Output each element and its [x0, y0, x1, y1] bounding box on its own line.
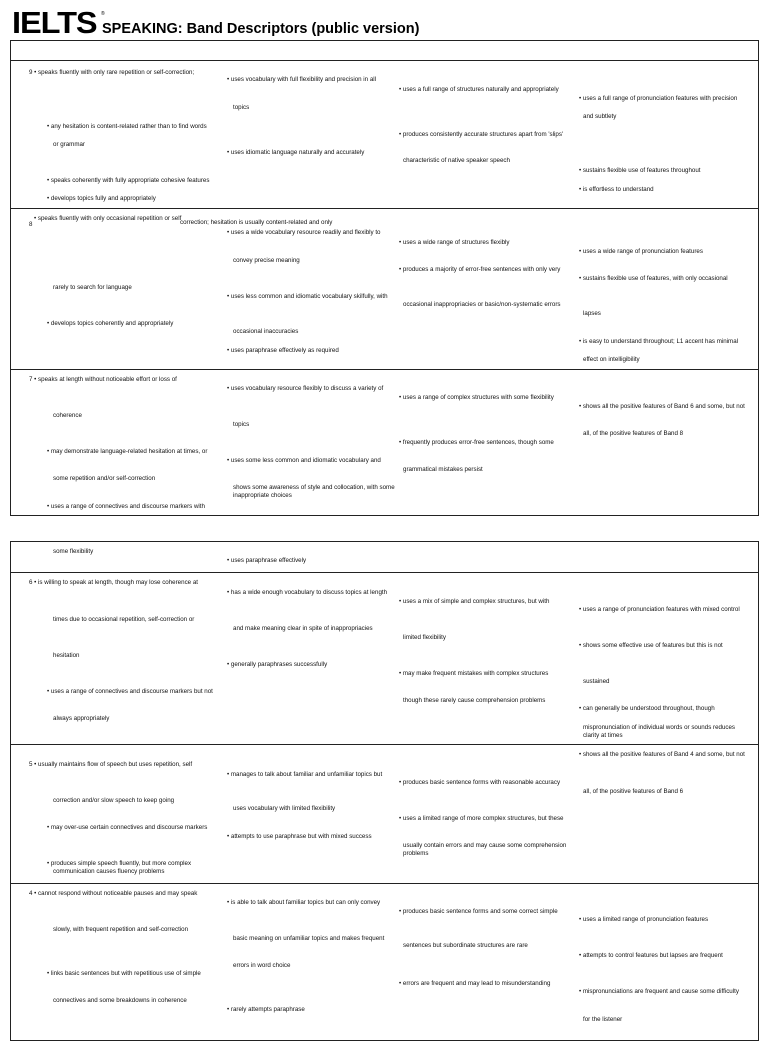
band-6-grammar-line: though these rarely cause comprehension problems: [403, 697, 546, 704]
band-9-pronunciation-line: and subtlety: [583, 113, 617, 120]
band-6-pronunciation-line: • uses a range of pronunciation features with mixed control: [579, 606, 740, 613]
band-5-grammar-line: • uses a limited range of more complex structures, but these: [399, 815, 564, 822]
ielts-logo: IELTS: [12, 5, 97, 40]
band-4-lexical-line: basic meaning on unfamiliar topics and makes frequent: [233, 935, 385, 942]
band-7-continued-row: [11, 542, 758, 572]
band-7-pronunciation-line: • shows all the positive features of Band 6 and some, but not: [579, 403, 745, 410]
band-9-pronunciation-line: • sustains flexible use of features throughout: [579, 167, 701, 174]
band-6-row: [11, 572, 758, 745]
band-4-pronunciation-line: • mispronunciations are frequent and cause some difficulty: [579, 988, 739, 995]
band-9-lexical-line: • uses idiomatic language naturally and accurately: [227, 149, 365, 156]
band-8-pronunciation-line: • sustains flexible use of features, with only occasional: [579, 275, 728, 282]
band-7-fluency-line: 7 • speaks at length without noticeable effort or loss of: [29, 376, 177, 383]
band-6-grammar-line: • may make frequent mistakes with complex structures: [399, 670, 549, 677]
band-8-grammar-line: • produces a majority of error-free sentences with only very: [399, 266, 561, 273]
band-6-pronunciation-line: mispronunciation of individual words or sounds reduces: [583, 724, 736, 731]
band-7-grammar-line: grammatical mistakes persist: [403, 466, 483, 473]
band-5-lexical-line: uses vocabulary with limited flexibility: [233, 805, 336, 812]
band-6-pronunciation-line: sustained: [583, 678, 610, 685]
band-6-grammar-line: limited flexibility: [403, 634, 446, 641]
band-8-lexical-line: convey precise meaning: [233, 257, 300, 264]
band-8-pronunciation-line: • uses a wide range of pronunciation features: [579, 248, 703, 255]
band-8-fluency-line: • develops topics coherently and appropriately: [47, 320, 174, 327]
band-8-lexical-line: • uses paraphrase effectively as required: [227, 347, 339, 354]
band-4-fluency-line: connectives and some breakdowns in coherence: [53, 997, 187, 1004]
band-8-pronunciation-line: • is easy to understand throughout; L1 accent has minimal: [579, 338, 739, 345]
band-4-pronunciation-line: • attempts to control features but lapses are frequent: [579, 952, 723, 959]
band-7-lexical-line: • uses some less common and idiomatic vocabulary and: [227, 457, 381, 464]
band-9-fluency-line: 9 • speaks fluently with only rare repetition or self-correction;: [29, 69, 195, 76]
band-8-grammar-line: occasional inappropriacies or basic/non-systematic errors: [403, 301, 561, 308]
band-9-pronunciation-line: • uses a full range of pronunciation features with precision: [579, 95, 738, 102]
band-4-grammar-line: • produces basic sentence forms and some correct simple: [399, 908, 558, 915]
band-5-grammar-line: problems: [403, 850, 429, 857]
band-6-lexical-line: • has a wide enough vocabulary to discuss topics at length: [227, 589, 388, 596]
band-7-grammar-line: • uses a range of complex structures with some flexibility: [399, 394, 554, 401]
band-4-lexical-line: • is able to talk about familiar topics but can only convey: [227, 899, 381, 906]
band-7-pronunciation-line: all, of the positive features of Band 8: [583, 430, 684, 437]
band-7-fluency-line: some repetition and/or self-correction: [53, 475, 156, 482]
band-4-pronunciation-line: • uses a limited range of pronunciation features: [579, 916, 709, 923]
band-8-row: [11, 208, 758, 370]
band-4-grammar-line: • errors are frequent and may lead to misunderstanding: [399, 980, 551, 987]
band-5-fluency-line: 5 • usually maintains flow of speech but uses repetition, self: [29, 761, 193, 768]
table-header-row: [11, 41, 758, 60]
band-6-pronunciation-line: • can generally be understood throughout, though: [579, 705, 715, 712]
descriptor-table-bottom: [10, 541, 759, 1041]
band-7-fluency-line: some flexibility: [53, 548, 94, 555]
band-8-pronunciation-line: lapses: [583, 310, 601, 317]
band-6-fluency-line: hesitation: [53, 652, 80, 659]
band-7-fluency-line: coherence: [53, 412, 82, 419]
band-6-fluency-line: 6 • is willing to speak at length, though may lose coherence at: [29, 579, 198, 586]
band-5-lexical-line: • manages to talk about familiar and unfamiliar topics but: [227, 771, 383, 778]
band-7-lexical-line: inappropriate choices: [233, 492, 292, 499]
band-9-pronunciation-line: • is effortless to understand: [579, 186, 654, 193]
band-7-lexical-line: shows some awareness of style and collocation, with some: [233, 484, 395, 491]
band-6-lexical-line: • generally paraphrases successfully: [227, 661, 328, 668]
band-9-grammar-line: • produces consistently accurate structures apart from 'slips': [399, 131, 564, 138]
band-6-grammar-line: • uses a mix of simple and complex structures, but with: [399, 598, 550, 605]
band-9-lexical-line: topics: [233, 104, 250, 111]
band-5-row: [11, 744, 758, 884]
band-4-lexical-line: • rarely attempts paraphrase: [227, 1006, 305, 1013]
band-9-row: [11, 60, 758, 209]
band-6-lexical-line: and make meaning clear in spite of inappropriacies: [233, 625, 373, 632]
band-4-fluency-line: slowly, with frequent repetition and self-correction: [53, 926, 189, 933]
band-9-fluency-line: • speaks coherently with fully appropriate cohesive features: [47, 177, 210, 184]
band-9-grammar-line: • uses a full range of structures naturally and appropriately: [399, 86, 559, 93]
band-6-fluency-line: always appropriately: [53, 715, 110, 722]
descriptor-table-top: [10, 40, 759, 516]
band-4-fluency-line: • links basic sentences but with repetitious use of simple: [47, 970, 201, 977]
band-9-fluency-line: • any hesitation is content-related rather than to find words: [47, 123, 207, 130]
band-8-pronunciation-line: effect on intelligibility: [583, 356, 640, 363]
band-5-fluency-line: correction and/or slow speech to keep going: [53, 797, 175, 804]
band-8-number: 8: [29, 221, 33, 228]
band-8-lexical-line: • uses less common and idiomatic vocabulary skilfully, with: [227, 293, 388, 300]
band-4-grammar-line: sentences but subordinate structures are rare: [403, 942, 528, 949]
band-5-lexical-line: • attempts to use paraphrase but with mixed success: [227, 833, 372, 840]
band-8-lexical-line: • uses a wide vocabulary resource readily and flexibly to: [227, 229, 381, 236]
band-7-lexical-line: topics: [233, 421, 250, 428]
band-6-fluency-line: • uses a range of connectives and discourse markers but not: [47, 688, 213, 695]
registered-mark: ®: [101, 11, 105, 17]
band-5-pronunciation-line: • shows all the positive features of Band 4 and some, but not: [579, 751, 745, 758]
band-7-fluency-line: • uses a range of connectives and discourse markers with: [47, 503, 205, 510]
band-5-fluency-line: • produces simple speech fluently, but more complex: [47, 860, 192, 867]
page-header: [10, 5, 760, 39]
band-5-pronunciation-line: all, of the positive features of Band 6: [583, 788, 684, 795]
band-8-fluency-line: correction; hesitation is usually content-related and only: [180, 219, 333, 226]
band-9-fluency-line: or grammar: [53, 141, 85, 148]
page-title: SPEAKING: Band Descriptors (public version): [102, 21, 420, 37]
band-7-lexical-line: • uses vocabulary resource flexibly to discuss a variety of: [227, 385, 384, 392]
band-7-row: [11, 369, 758, 516]
band-5-grammar-line: usually contain errors and may cause some comprehension: [403, 842, 567, 849]
band-5-fluency-line: • may over-use certain connectives and discourse markers: [47, 824, 208, 831]
band-4-pronunciation-line: for the listener: [583, 1016, 623, 1023]
band-4-lexical-line: errors in word choice: [233, 962, 291, 969]
band-9-fluency-line: • develops topics fully and appropriately: [47, 195, 156, 202]
band-6-fluency-line: times due to occasional repetition, self-correction or: [53, 616, 195, 623]
band-4-row: [11, 883, 758, 1043]
band-8-grammar-line: • uses a wide range of structures flexibly: [399, 239, 510, 246]
band-8-fluency-line: • speaks fluently with only occasional repetition or self: [34, 215, 182, 222]
band-5-grammar-line: • produces basic sentence forms with reasonable accuracy: [399, 779, 561, 786]
band-7-lexical-line: • uses paraphrase effectively: [227, 557, 307, 564]
band-9-lexical-line: • uses vocabulary with full flexibility and precision in all: [227, 76, 377, 83]
band-8-fluency-line: rarely to search for language: [53, 284, 132, 291]
band-6-pronunciation-line: clarity at times: [583, 732, 623, 739]
band-7-grammar-line: • frequently produces error-free sentences, though some: [399, 439, 554, 446]
band-4-fluency-line: 4 • cannot respond without noticeable pauses and may speak: [29, 890, 198, 897]
band-7-fluency-line: • may demonstrate language-related hesitation at times, or: [47, 448, 208, 455]
band-5-fluency-line: communication causes fluency problems: [53, 868, 165, 875]
band-9-grammar-line: characteristic of native speaker speech: [403, 157, 510, 164]
band-8-lexical-line: occasional inaccuracies: [233, 328, 299, 335]
band-6-pronunciation-line: • shows some effective use of features but this is not: [579, 642, 723, 649]
